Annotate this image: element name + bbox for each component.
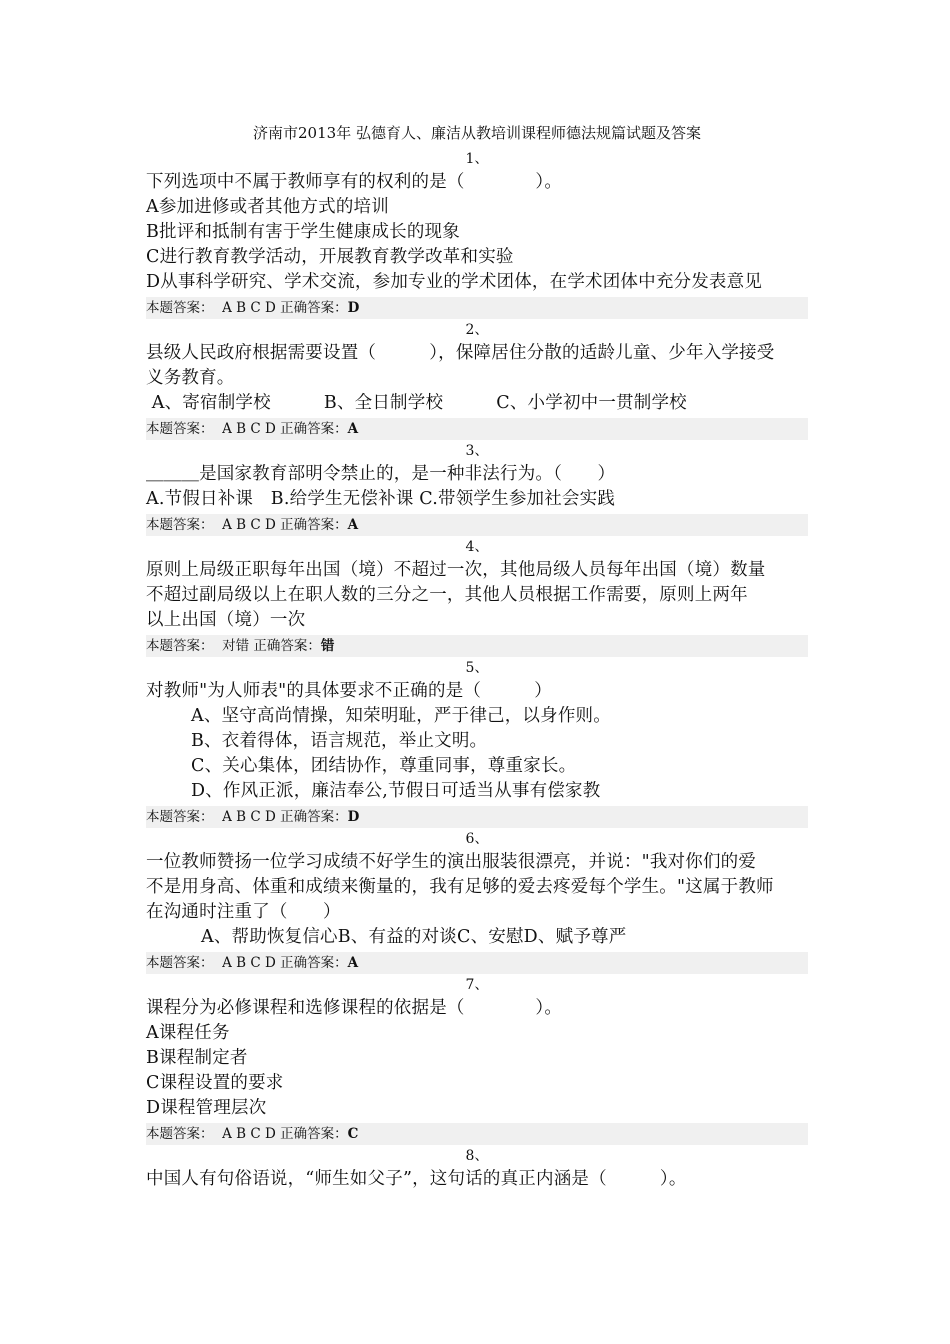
correct-answer: 错: [320, 638, 335, 654]
answer-bar: [146, 418, 808, 440]
option-line: C课程设置的要求: [146, 1073, 284, 1093]
question-block: [146, 1145, 808, 1192]
question-text: 在沟通时注重了（ ）: [146, 902, 341, 922]
question-text: 对教师"为人师表"的具体要求不正确的是（ ）: [146, 681, 552, 701]
option-line: B批评和抵制有害于学生健康成长的现象: [146, 222, 460, 242]
correct-answer: D: [347, 300, 360, 316]
correct-label: 正确答案：: [280, 300, 348, 316]
answer-options: A B C D: [222, 809, 276, 825]
correct-answer: A: [347, 517, 359, 533]
correct-label: 正确答案：: [253, 638, 321, 654]
option-line: A.节假日补课 B.给学生无偿补课 C.带领学生参加社会实践: [146, 489, 616, 509]
option-line: B课程制定者: [146, 1048, 248, 1068]
question-text: 一位教师赞扬一位学习成绩不好学生的演出服装很漂亮，并说："我对你们的爱: [146, 852, 757, 872]
answer-options: A B C D: [222, 300, 276, 316]
question-number: 2、: [465, 322, 489, 338]
question-text: 下列选项中不属于教师享有的权利的是（ ）。: [146, 172, 563, 192]
option-line: C进行教育教学活动，开展教育教学改革和实验: [146, 247, 514, 267]
answer-label: 本题答案：: [146, 955, 214, 971]
question-text: 中国人有句俗语说，“师生如父子”，这句话的真正内涵是（ ）。: [146, 1169, 687, 1189]
answer-bar: [146, 806, 808, 828]
question-text: 原则上局级正职每年出国（境）不超过一次，其他局级人员每年出国（境）数量: [146, 560, 766, 580]
correct-label: 正确答案：: [280, 1126, 348, 1142]
answer-bar: [146, 514, 808, 536]
option-line: D课程管理层次: [146, 1098, 267, 1118]
correct-answer: D: [347, 809, 360, 825]
question-block: [146, 974, 808, 1145]
question-number: 7、: [465, 977, 489, 993]
answer-label: 本题答案：: [146, 421, 214, 437]
question-number: 6、: [465, 831, 489, 847]
question-block: [146, 440, 808, 536]
option-line: A、帮助恢复信心B、有益的对谈C、安慰D、赋予尊严: [201, 927, 627, 947]
question-block: [146, 536, 808, 657]
answer-bar: [146, 1123, 808, 1145]
correct-label: 正确答案：: [280, 809, 348, 825]
question-number: 3、: [465, 443, 489, 459]
correct-label: 正确答案：: [280, 955, 348, 971]
page-title: 济南市2013年 弘德育人、廉洁从教培训课程师德法规篇试题及答案: [253, 124, 701, 142]
option-line: D从事科学研究、学术交流，参加专业的学术团体，在学术团体中充分发表意见: [146, 272, 763, 292]
question-text: 义务教育。: [146, 368, 235, 388]
answer-label: 本题答案：: [146, 300, 214, 316]
answer-label: 本题答案：: [146, 517, 214, 533]
question-text: 不是用身高、体重和成绩来衡量的，我有足够的爱去疼爱每个学生。"这属于教师: [146, 877, 774, 897]
question-number: 8、: [465, 1148, 489, 1164]
question-text: 课程分为必修课程和选修课程的依据是（ ）。: [146, 998, 563, 1018]
correct-answer: C: [347, 1126, 359, 1142]
answer-bar: [146, 297, 808, 319]
answer-options: 对错: [222, 638, 250, 654]
answer-label: 本题答案：: [146, 638, 214, 654]
answer-bar: [146, 952, 808, 974]
question-block: [146, 657, 808, 828]
option-line: A参加进修或者其他方式的培训: [146, 197, 389, 217]
document-content: [146, 122, 808, 1192]
correct-label: 正确答案：: [280, 517, 348, 533]
question-block: [146, 319, 808, 440]
answer-options: A B C D: [222, 1126, 276, 1142]
answer-options: A B C D: [222, 955, 276, 971]
correct-label: 正确答案：: [280, 421, 348, 437]
question-number: 1、: [465, 151, 489, 167]
option-line: B、衣着得体，语言规范，举止文明。: [191, 731, 488, 751]
option-line: A、寄宿制学校 B、全日制学校 C、小学初中一贯制学校: [146, 393, 687, 413]
answer-bar: [146, 635, 808, 657]
answer-options: A B C D: [222, 421, 276, 437]
question-block: [146, 828, 808, 974]
correct-answer: A: [347, 955, 359, 971]
option-line: A课程任务: [146, 1023, 230, 1043]
option-line: A、坚守高尚情操，知荣明耻，严于律己，以身作则。: [191, 706, 611, 726]
option-line: D、作风正派，廉洁奉公,节假日可适当从事有偿家教: [191, 781, 601, 801]
question-text: 以上出国（境）一次: [146, 610, 306, 630]
question-text: 县级人民政府根据需要设置（ ），保障居住分散的适龄儿童、少年入学接受: [146, 343, 775, 363]
question-number: 5、: [465, 660, 489, 676]
question-text: 不超过副局级以上在职人数的三分之一，其他人员根据工作需要，原则上两年: [146, 585, 748, 605]
question-text: ＿＿＿是国家教育部明令禁止的，是一种非法行为。（ ）: [146, 464, 616, 484]
answer-options: A B C D: [222, 517, 276, 533]
answer-label: 本题答案：: [146, 1126, 214, 1142]
question-block: [146, 148, 808, 319]
question-number: 4、: [465, 539, 489, 555]
answer-label: 本题答案：: [146, 809, 214, 825]
correct-answer: A: [347, 421, 359, 437]
option-line: C、关心集体，团结协作，尊重同事，尊重家长。: [191, 756, 577, 776]
